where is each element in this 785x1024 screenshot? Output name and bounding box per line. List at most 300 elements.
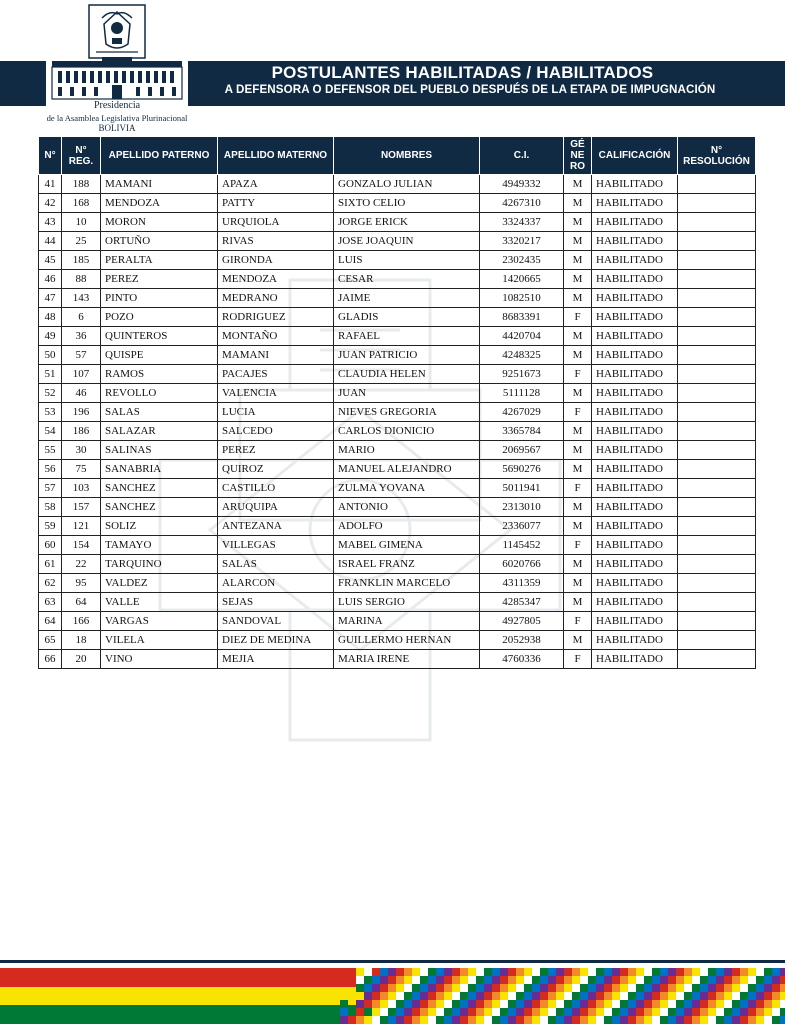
table-row (39, 194, 756, 213)
wiphala-square (700, 968, 708, 976)
wiphala-square (548, 976, 556, 984)
wiphala-square (492, 992, 500, 1000)
wiphala-square (388, 1000, 396, 1008)
table-row (39, 365, 756, 384)
col-resolucion-cell (678, 232, 756, 251)
wiphala-square (716, 984, 724, 992)
col-genero-cell: M (564, 422, 592, 441)
col-nombres-cell: JUAN PATRICIO (334, 346, 480, 365)
wiphala-square (428, 976, 436, 984)
wiphala-square (516, 976, 524, 984)
wiphala-square (340, 1000, 348, 1008)
wiphala-square (548, 968, 556, 976)
col-genero-cell: F (564, 403, 592, 422)
col-apellido-paterno-cell: QUISPE (101, 346, 218, 365)
col-resolucion-cell (678, 346, 756, 365)
col-number-cell: 52 (39, 384, 62, 403)
wiphala-square (508, 968, 516, 976)
wiphala-square (444, 1000, 452, 1008)
wiphala-square (468, 968, 476, 976)
wiphala-square (716, 1008, 724, 1016)
wiphala-square (708, 976, 716, 984)
wiphala-square (684, 976, 692, 984)
wiphala-square (500, 984, 508, 992)
wiphala-square (708, 992, 716, 1000)
col-apellido-paterno-cell: SANCHEZ (101, 479, 218, 498)
wiphala-square (572, 1016, 580, 1024)
wiphala-square (524, 968, 532, 976)
wiphala-square (588, 984, 596, 992)
wiphala-square (756, 984, 764, 992)
col-ci-cell: 4311359 (480, 574, 564, 593)
col-apellido-materno-cell: MONTAÑO (218, 327, 334, 346)
col-genero-cell: M (564, 270, 592, 289)
wiphala-square (772, 1016, 780, 1024)
wiphala-square (460, 1008, 468, 1016)
col-genero-cell: M (564, 631, 592, 650)
wiphala-square (636, 968, 644, 976)
header-col-reg-number: N° REG. (62, 137, 101, 175)
table-row (39, 631, 756, 650)
col-reg-number-cell: 30 (62, 441, 101, 460)
table-row (39, 346, 756, 365)
col-calificacion-cell: HABILITADO (592, 346, 678, 365)
wiphala-square (740, 968, 748, 976)
wiphala-square (404, 976, 412, 984)
col-apellido-paterno-cell: PEREZ (101, 270, 218, 289)
header-col-genero: GÉ NE RO (564, 137, 592, 175)
col-apellido-paterno-cell: SALAZAR (101, 422, 218, 441)
wiphala-square (364, 968, 372, 976)
col-ci-cell: 1082510 (480, 289, 564, 308)
wiphala-square (500, 1016, 508, 1024)
wiphala-square (372, 1016, 380, 1024)
wiphala-square (604, 984, 612, 992)
col-number-cell: 51 (39, 365, 62, 384)
col-number-cell: 43 (39, 213, 62, 232)
wiphala-square (772, 976, 780, 984)
wiphala-square (668, 968, 676, 976)
wiphala-square (708, 984, 716, 992)
col-nombres-cell: GUILLERMO HERNAN (334, 631, 480, 650)
col-apellido-materno-cell: SEJAS (218, 593, 334, 612)
wiphala-square (740, 984, 748, 992)
wiphala-square (636, 976, 644, 984)
col-nombres-cell: MARIO (334, 441, 480, 460)
table-row (39, 555, 756, 574)
wiphala-square (388, 1008, 396, 1016)
col-number-cell: 47 (39, 289, 62, 308)
wiphala-square (612, 976, 620, 984)
col-nombres-cell: LUIS (334, 251, 480, 270)
col-calificacion-cell: HABILITADO (592, 650, 678, 669)
wiphala-square (516, 1008, 524, 1016)
wiphala-square (780, 1000, 785, 1008)
wiphala-square (580, 1016, 588, 1024)
wiphala-square (748, 1000, 756, 1008)
col-number-cell: 49 (39, 327, 62, 346)
wiphala-square (452, 1008, 460, 1016)
wiphala-square (724, 992, 732, 1000)
wiphala-square (436, 1008, 444, 1016)
col-nombres-cell: ZULMA YOVANA (334, 479, 480, 498)
wiphala-square (708, 968, 716, 976)
wiphala-square (700, 976, 708, 984)
col-ci-cell: 4420704 (480, 327, 564, 346)
col-apellido-materno-cell: MAMANI (218, 346, 334, 365)
col-apellido-paterno-cell: PERALTA (101, 251, 218, 270)
wiphala-square (380, 1008, 388, 1016)
wiphala-square (508, 1008, 516, 1016)
col-apellido-materno-cell: SALCEDO (218, 422, 334, 441)
wiphala-square (612, 1008, 620, 1016)
col-apellido-materno-cell: GIRONDA (218, 251, 334, 270)
col-genero-cell: M (564, 251, 592, 270)
wiphala-square (644, 1000, 652, 1008)
col-ci-cell: 6020766 (480, 555, 564, 574)
table-row (39, 327, 756, 346)
wiphala-square (476, 1016, 484, 1024)
wiphala-square (396, 1000, 404, 1008)
wiphala-square (492, 1000, 500, 1008)
table-row (39, 536, 756, 555)
wiphala-square (580, 984, 588, 992)
col-ci-cell: 4949332 (480, 175, 564, 194)
col-apellido-materno-cell: PATTY (218, 194, 334, 213)
wiphala-square (644, 968, 652, 976)
col-number-cell: 66 (39, 650, 62, 669)
wiphala-square (628, 1016, 636, 1024)
col-ci-cell: 2313010 (480, 498, 564, 517)
wiphala-square (612, 1016, 620, 1024)
col-resolucion-cell (678, 308, 756, 327)
wiphala-square (604, 968, 612, 976)
wiphala-square (756, 976, 764, 984)
wiphala-square (572, 1000, 580, 1008)
wiphala-square (628, 992, 636, 1000)
wiphala-square (628, 968, 636, 976)
wiphala-square (676, 976, 684, 984)
wiphala-square (540, 976, 548, 984)
wiphala-square (508, 1000, 516, 1008)
wiphala-square (668, 992, 676, 1000)
col-ci-cell: 3365784 (480, 422, 564, 441)
wiphala-square (412, 1000, 420, 1008)
wiphala-square (620, 992, 628, 1000)
col-apellido-paterno-cell: VARGAS (101, 612, 218, 631)
wiphala-square (676, 1008, 684, 1016)
wiphala-square (404, 1016, 412, 1024)
col-ci-cell: 4267310 (480, 194, 564, 213)
wiphala-square (732, 992, 740, 1000)
wiphala-square (548, 1016, 556, 1024)
wiphala-square (508, 1016, 516, 1024)
wiphala-square (604, 992, 612, 1000)
wiphala-square (756, 1008, 764, 1016)
wiphala-square (588, 1000, 596, 1008)
col-apellido-materno-cell: QUIROZ (218, 460, 334, 479)
wiphala-square (516, 992, 524, 1000)
col-genero-cell: F (564, 308, 592, 327)
wiphala-square (356, 1016, 364, 1024)
wiphala-square (764, 976, 772, 984)
wiphala-square (372, 992, 380, 1000)
col-calificacion-cell: HABILITADO (592, 517, 678, 536)
col-resolucion-cell (678, 650, 756, 669)
wiphala-square (596, 984, 604, 992)
col-reg-number-cell: 46 (62, 384, 101, 403)
wiphala-square (596, 1008, 604, 1016)
wiphala-square (372, 976, 380, 984)
col-ci-cell: 9251673 (480, 365, 564, 384)
col-apellido-paterno-cell: SANABRIA (101, 460, 218, 479)
col-reg-number-cell: 36 (62, 327, 101, 346)
wiphala-square (588, 1008, 596, 1016)
wiphala-square (452, 1016, 460, 1024)
col-resolucion-cell (678, 270, 756, 289)
wiphala-square (532, 968, 540, 976)
col-apellido-materno-cell: SALAS (218, 555, 334, 574)
table-row (39, 574, 756, 593)
table-row (39, 251, 756, 270)
col-number-cell: 60 (39, 536, 62, 555)
wiphala-square (684, 1000, 692, 1008)
col-resolucion-cell (678, 574, 756, 593)
wiphala-square (692, 1008, 700, 1016)
wiphala-square (772, 992, 780, 1000)
wiphala-square (404, 968, 412, 976)
col-apellido-materno-cell: PACAJES (218, 365, 334, 384)
col-genero-cell: M (564, 593, 592, 612)
col-apellido-paterno-cell: SOLIZ (101, 517, 218, 536)
col-calificacion-cell: HABILITADO (592, 479, 678, 498)
wiphala-square (676, 992, 684, 1000)
wiphala-square (396, 1008, 404, 1016)
wiphala-square (764, 984, 772, 992)
wiphala-square (396, 1016, 404, 1024)
col-apellido-materno-cell: APAZA (218, 175, 334, 194)
table-header-row (39, 137, 756, 175)
col-ci-cell: 2336077 (480, 517, 564, 536)
wiphala-square (668, 1000, 676, 1008)
col-nombres-cell: MARINA (334, 612, 480, 631)
applicants-table (38, 136, 756, 669)
wiphala-square (636, 992, 644, 1000)
wiphala-square (524, 976, 532, 984)
col-calificacion-cell: HABILITADO (592, 498, 678, 517)
table-row (39, 498, 756, 517)
wiphala-square (404, 1000, 412, 1008)
wiphala-square (764, 1016, 772, 1024)
col-reg-number-cell: 166 (62, 612, 101, 631)
col-resolucion-cell (678, 403, 756, 422)
wiphala-square (380, 992, 388, 1000)
col-resolucion-cell (678, 517, 756, 536)
col-nombres-cell: NIEVES GREGORIA (334, 403, 480, 422)
col-reg-number-cell: 196 (62, 403, 101, 422)
col-apellido-paterno-cell: SALAS (101, 403, 218, 422)
wiphala-square (684, 992, 692, 1000)
page-subtitle: A DEFENSORA O DEFENSOR DEL PUEBLO DESPUÉS DE LA ETAPA DE IMPUGNACIÓN (224, 83, 716, 96)
wiphala-square (428, 984, 436, 992)
wiphala-square (764, 992, 772, 1000)
col-nombres-cell: JAIME (334, 289, 480, 308)
wiphala-square (628, 984, 636, 992)
col-ci-cell: 1145452 (480, 536, 564, 555)
col-resolucion-cell (678, 327, 756, 346)
wiphala-square (500, 1000, 508, 1008)
wiphala-square (524, 1008, 532, 1016)
wiphala-square (692, 968, 700, 976)
wiphala-square (492, 968, 500, 976)
wiphala-square (356, 968, 364, 976)
col-calificacion-cell: HABILITADO (592, 308, 678, 327)
col-genero-cell: F (564, 365, 592, 384)
col-resolucion-cell (678, 612, 756, 631)
wiphala-square (748, 992, 756, 1000)
col-number-cell: 48 (39, 308, 62, 327)
wiphala-square (412, 968, 420, 976)
col-apellido-materno-cell: RIVAS (218, 232, 334, 251)
col-number-cell: 63 (39, 593, 62, 612)
col-apellido-materno-cell: ALARCON (218, 574, 334, 593)
wiphala-square (620, 1000, 628, 1008)
table-row (39, 232, 756, 251)
wiphala-square (772, 1008, 780, 1016)
wiphala-square (444, 1016, 452, 1024)
wiphala-square (636, 1016, 644, 1024)
wiphala-square (380, 976, 388, 984)
wiphala-square (532, 992, 540, 1000)
wiphala-square (340, 1016, 348, 1024)
wiphala-square (700, 1008, 708, 1016)
table-row (39, 270, 756, 289)
col-nombres-cell: SIXTO CELIO (334, 194, 480, 213)
wiphala-square (484, 984, 492, 992)
wiphala-square (780, 1008, 785, 1016)
table-row (39, 441, 756, 460)
wiphala-square (628, 1000, 636, 1008)
wiphala-square (444, 992, 452, 1000)
wiphala-square (660, 976, 668, 984)
wiphala-square (700, 1000, 708, 1008)
wiphala-square (732, 984, 740, 992)
legislative-palace-icon (50, 57, 184, 101)
wiphala-square (396, 968, 404, 976)
col-reg-number-cell: 95 (62, 574, 101, 593)
col-nombres-cell: CARLOS DIONICIO (334, 422, 480, 441)
wiphala-square (580, 976, 588, 984)
wiphala-square (692, 1016, 700, 1024)
wiphala-square (780, 968, 785, 976)
col-reg-number-cell: 88 (62, 270, 101, 289)
col-reg-number-cell: 188 (62, 175, 101, 194)
wiphala-square (412, 1008, 420, 1016)
col-ci-cell: 4760336 (480, 650, 564, 669)
col-calificacion-cell: HABILITADO (592, 213, 678, 232)
col-calificacion-cell: HABILITADO (592, 194, 678, 213)
header-col-apellido-materno: APELLIDO MATERNO (218, 137, 334, 175)
col-calificacion-cell: HABILITADO (592, 327, 678, 346)
wiphala-square (724, 1016, 732, 1024)
wiphala-square (340, 1008, 348, 1016)
wiphala-square (660, 1016, 668, 1024)
wiphala-square (588, 968, 596, 976)
wiphala-square (356, 976, 364, 984)
col-reg-number-cell: 103 (62, 479, 101, 498)
col-reg-number-cell: 22 (62, 555, 101, 574)
wiphala-square (524, 984, 532, 992)
col-resolucion-cell (678, 422, 756, 441)
wiphala-square (740, 992, 748, 1000)
wiphala-square (708, 1000, 716, 1008)
wiphala-square (644, 976, 652, 984)
wiphala-square (660, 992, 668, 1000)
col-resolucion-cell (678, 593, 756, 612)
wiphala-square (452, 984, 460, 992)
wiphala-square (404, 984, 412, 992)
col-calificacion-cell: HABILITADO (592, 175, 678, 194)
col-calificacion-cell: HABILITADO (592, 270, 678, 289)
col-ci-cell: 3324337 (480, 213, 564, 232)
wiphala-square (364, 992, 372, 1000)
wiphala-square (596, 976, 604, 984)
col-apellido-paterno-cell: VALLE (101, 593, 218, 612)
col-genero-cell: F (564, 479, 592, 498)
wiphala-square (676, 984, 684, 992)
wiphala-square (660, 968, 668, 976)
wiphala-square (492, 976, 500, 984)
wiphala-square (516, 968, 524, 976)
table-row (39, 612, 756, 631)
wiphala-square (540, 992, 548, 1000)
wiphala-square (500, 968, 508, 976)
col-resolucion-cell (678, 479, 756, 498)
wiphala-square (748, 1008, 756, 1016)
wiphala-square (772, 1000, 780, 1008)
wiphala-square (468, 1000, 476, 1008)
wiphala-square (468, 992, 476, 1000)
col-nombres-cell: MARIA IRENE (334, 650, 480, 669)
wiphala-square (532, 984, 540, 992)
wiphala-square (692, 976, 700, 984)
table-row (39, 384, 756, 403)
wiphala-square (524, 1016, 532, 1024)
col-genero-cell: M (564, 327, 592, 346)
wiphala-square (556, 976, 564, 984)
wiphala-square (500, 1008, 508, 1016)
wiphala-square (596, 992, 604, 1000)
wiphala-square (732, 976, 740, 984)
col-apellido-materno-cell: RODRIGUEZ (218, 308, 334, 327)
wiphala-square (668, 984, 676, 992)
wiphala-square (524, 992, 532, 1000)
col-apellido-materno-cell: DIEZ DE MEDINA (218, 631, 334, 650)
wiphala-square (460, 968, 468, 976)
col-number-cell: 64 (39, 612, 62, 631)
col-calificacion-cell: HABILITADO (592, 612, 678, 631)
col-genero-cell: M (564, 441, 592, 460)
wiphala-square (732, 968, 740, 976)
col-genero-cell: M (564, 213, 592, 232)
wiphala-square (556, 992, 564, 1000)
wiphala-square (380, 1016, 388, 1024)
wiphala-square (564, 1016, 572, 1024)
wiphala-square (428, 1008, 436, 1016)
col-resolucion-cell (678, 384, 756, 403)
wiphala-square (548, 984, 556, 992)
col-apellido-paterno-cell: POZO (101, 308, 218, 327)
